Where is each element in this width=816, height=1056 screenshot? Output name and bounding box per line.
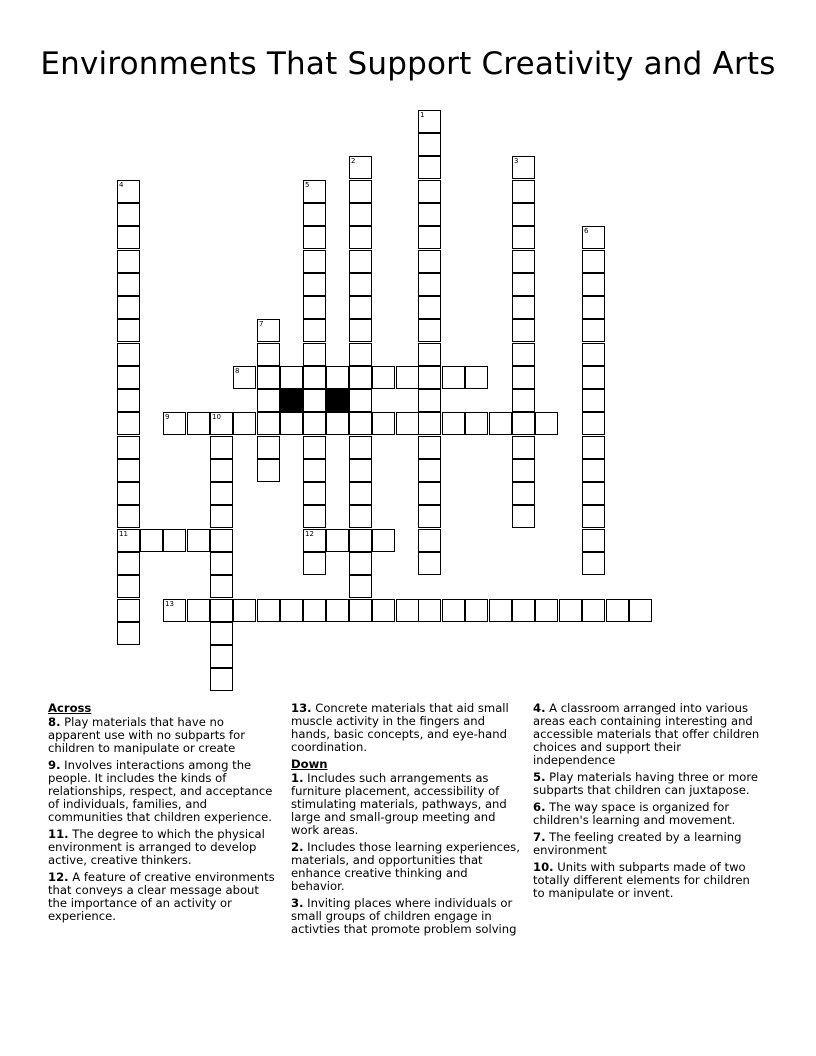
crossword-cell[interactable]	[303, 203, 326, 226]
crossword-cell[interactable]	[233, 366, 256, 389]
crossword-cell[interactable]	[257, 459, 280, 482]
crossword-cell[interactable]	[396, 599, 419, 622]
clue-text: Includes those learning experiences, materials, and opportunities that enhance creative thinking and behavior.	[291, 840, 520, 893]
crossword-cell[interactable]	[326, 412, 349, 435]
crossword-cell[interactable]	[396, 412, 419, 435]
crossword-cell[interactable]	[442, 412, 465, 435]
crossword-cell[interactable]	[163, 412, 186, 435]
crossword-cell[interactable]	[303, 226, 326, 249]
crossword-cell[interactable]	[117, 203, 140, 226]
crossword-cell[interactable]	[418, 203, 441, 226]
clue-text: Play materials having three or more subparts that children can juxtapose.	[533, 770, 759, 797]
clue-number-label: 1	[420, 111, 425, 119]
clue-text: Units with subparts made of two totally different elements for children to manipulate or invent.	[533, 860, 750, 900]
crossword-cell[interactable]	[465, 366, 488, 389]
crossword-cell[interactable]	[349, 250, 372, 273]
crossword-cell[interactable]	[117, 366, 140, 389]
clue-down-3	[291, 897, 523, 936]
crossword-cell[interactable]	[257, 343, 280, 366]
crossword-cell[interactable]	[418, 436, 441, 459]
crossword-cell[interactable]	[303, 459, 326, 482]
clue-number: 13.	[291, 701, 312, 715]
clues-column-3	[533, 702, 765, 904]
crossword-cell[interactable]	[257, 412, 280, 435]
crossword-cell[interactable]	[512, 366, 535, 389]
crossword-cell[interactable]	[418, 180, 441, 203]
crossword-cell[interactable]	[349, 459, 372, 482]
crossword-cell[interactable]	[303, 366, 326, 389]
crossword-cell[interactable]	[582, 412, 605, 435]
across-heading: Across	[48, 701, 92, 715]
crossword-cell[interactable]	[512, 180, 535, 203]
crossword-cell[interactable]	[326, 599, 349, 622]
clue-number: 11.	[48, 827, 69, 841]
crossword-cell[interactable]	[210, 412, 233, 435]
crossword-cell[interactable]	[582, 273, 605, 296]
crossword-cell[interactable]	[257, 319, 280, 342]
crossword-cell[interactable]	[349, 436, 372, 459]
crossword-cell[interactable]	[349, 552, 372, 575]
crossword-cell[interactable]	[117, 250, 140, 273]
crossword-cell[interactable]	[372, 366, 395, 389]
crossword-cell[interactable]	[582, 366, 605, 389]
crossword-cell[interactable]	[257, 366, 280, 389]
crossword-cell[interactable]	[117, 273, 140, 296]
clue-across-8	[48, 716, 280, 755]
crossword-cell[interactable]	[303, 319, 326, 342]
clue-across-11	[48, 828, 280, 867]
crossword-cell[interactable]	[303, 343, 326, 366]
crossword-cell[interactable]	[303, 273, 326, 296]
crossword-cell[interactable]	[582, 599, 605, 622]
clue-number-label: 8	[235, 367, 240, 375]
crossword-cell[interactable]	[187, 412, 210, 435]
crossword-cell[interactable]	[233, 599, 256, 622]
crossword-cell[interactable]	[418, 389, 441, 412]
clue-number: 4.	[533, 701, 546, 715]
crossword-cell[interactable]	[559, 599, 582, 622]
crossword-cell[interactable]	[187, 599, 210, 622]
clue-number: 10.	[533, 860, 554, 874]
crossword-cell[interactable]	[187, 529, 210, 552]
crossword-cell[interactable]	[465, 599, 488, 622]
clue-across-9	[48, 759, 280, 824]
crossword-cell[interactable]	[210, 622, 233, 645]
crossword-cell[interactable]	[489, 599, 512, 622]
crossword-cell[interactable]	[349, 482, 372, 505]
crossword-cell[interactable]	[117, 436, 140, 459]
clue-down-5	[533, 771, 765, 797]
crossword-cell[interactable]	[117, 599, 140, 622]
crossword-cell[interactable]	[233, 412, 256, 435]
crossword-cell[interactable]	[372, 599, 395, 622]
clue-number-label: 3	[514, 157, 519, 165]
clue-down-6	[533, 801, 765, 827]
crossword-cell[interactable]	[349, 575, 372, 598]
crossword-cell[interactable]	[349, 203, 372, 226]
crossword-cell[interactable]	[629, 599, 652, 622]
crossword-cell[interactable]	[512, 203, 535, 226]
crossword-cell[interactable]	[140, 529, 163, 552]
crossword-cell[interactable]	[582, 389, 605, 412]
clue-number-label: 7	[259, 320, 264, 328]
crossword-cell[interactable]	[117, 226, 140, 249]
crossword-cell[interactable]	[210, 552, 233, 575]
crossword-cell[interactable]	[418, 296, 441, 319]
crossword-cell[interactable]	[512, 412, 535, 435]
clue-number: 2.	[291, 840, 304, 854]
clue-number-label: 6	[584, 227, 589, 235]
clue-down-10	[533, 861, 765, 900]
crossword-cell[interactable]	[512, 436, 535, 459]
crossword-cell[interactable]	[465, 412, 488, 435]
clue-number: 9.	[48, 758, 61, 772]
crossword-cell[interactable]	[418, 273, 441, 296]
clue-number-label: 10	[212, 413, 221, 421]
crossword-cell[interactable]	[582, 482, 605, 505]
crossword-cell[interactable]	[489, 412, 512, 435]
crossword-cell[interactable]	[117, 575, 140, 598]
crossword-cell[interactable]	[117, 552, 140, 575]
clue-down-7	[533, 831, 765, 857]
crossword-cell[interactable]	[418, 412, 441, 435]
clue-number-label: 12	[305, 530, 314, 538]
clue-number: 3.	[291, 896, 304, 910]
crossword-cell[interactable]	[326, 366, 349, 389]
crossword-cell[interactable]	[512, 389, 535, 412]
crossword-cell[interactable]	[210, 668, 233, 691]
clues-column-2	[291, 702, 523, 940]
crossword-cell[interactable]	[210, 529, 233, 552]
clue-text: Inviting places where individuals or small groups of children engage in activties that promote problem solving	[291, 896, 517, 936]
crossword-cell[interactable]	[349, 319, 372, 342]
crossword-cell[interactable]	[582, 436, 605, 459]
crossword-cell[interactable]	[442, 366, 465, 389]
crossword-cell[interactable]	[418, 505, 441, 528]
crossword-cell[interactable]	[582, 552, 605, 575]
crossword-cell[interactable]	[512, 250, 535, 273]
crossword-cell[interactable]	[349, 366, 372, 389]
crossword-cell[interactable]	[418, 366, 441, 389]
crossword-cell[interactable]	[117, 529, 140, 552]
clue-text: The feeling created by a learning environment	[533, 830, 742, 857]
crossword-cell[interactable]	[418, 226, 441, 249]
crossword-cell[interactable]	[117, 180, 140, 203]
crossword-cell[interactable]	[349, 599, 372, 622]
crossword-cell[interactable]	[117, 319, 140, 342]
clue-number-label: 4	[119, 181, 124, 189]
crossword-cell[interactable]	[349, 343, 372, 366]
crossword-cell[interactable]	[582, 529, 605, 552]
crossword-cell[interactable]	[117, 482, 140, 505]
crossword-cell[interactable]	[418, 250, 441, 273]
crossword-cell[interactable]	[303, 180, 326, 203]
crossword-cell[interactable]	[303, 412, 326, 435]
clue-text: Play materials that have no apparent use with no subparts for children to manipulate or create	[48, 715, 245, 755]
crossword-cell[interactable]	[418, 459, 441, 482]
crossword-cell[interactable]	[418, 482, 441, 505]
crossword-cell[interactable]	[117, 412, 140, 435]
crossword-cell[interactable]	[582, 505, 605, 528]
crossword-cell[interactable]	[210, 599, 233, 622]
clue-across-12	[48, 871, 280, 923]
clue-number: 1.	[291, 771, 304, 785]
crossword-cell[interactable]	[349, 180, 372, 203]
clue-text: The way space is organized for children's learning and movement.	[533, 800, 736, 827]
clue-number-label: 5	[305, 181, 310, 189]
crossword-cell[interactable]	[303, 599, 326, 622]
clue-number-label: 11	[119, 530, 128, 538]
crossword-cell[interactable]	[582, 250, 605, 273]
crossword-cell[interactable]	[210, 575, 233, 598]
clue-number-label: 13	[165, 600, 174, 608]
clue-text: Involves interactions among the people. It includes the kinds of relationships, respect, and acceptance of individuals, families, and communities that children experience.	[48, 758, 273, 824]
crossword-cell[interactable]	[280, 599, 303, 622]
crossword-cell[interactable]	[582, 226, 605, 249]
crossword-cell[interactable]	[512, 226, 535, 249]
crossword-cell[interactable]	[512, 156, 535, 179]
crossword-cell[interactable]	[117, 343, 140, 366]
clue-number: 12.	[48, 870, 69, 884]
crossword-cell[interactable]	[117, 389, 140, 412]
crossword-cell[interactable]	[535, 412, 558, 435]
crossword-cell[interactable]	[210, 436, 233, 459]
crossword-cell[interactable]	[326, 529, 349, 552]
crossword-cell[interactable]	[418, 529, 441, 552]
clue-text: A feature of creative environments that conveys a clear message about the importance of an activity or experience.	[48, 870, 275, 923]
crossword-cell[interactable]	[349, 505, 372, 528]
clue-down-1	[291, 772, 523, 837]
crossword-cell[interactable]	[117, 296, 140, 319]
crossword-cell[interactable]	[210, 482, 233, 505]
crossword-cell[interactable]	[349, 296, 372, 319]
clue-text: Concrete materials that aid small muscle activity in the fingers and hands, basic concepts, and eye-hand coordination.	[291, 701, 509, 754]
crossword-cell[interactable]	[535, 599, 558, 622]
crossword-cell[interactable]	[512, 296, 535, 319]
clue-down-2	[291, 841, 523, 893]
crossword-cell[interactable]	[349, 412, 372, 435]
crossword-cell[interactable]	[396, 366, 419, 389]
crossword-cell[interactable]	[349, 273, 372, 296]
crossword-cell[interactable]	[512, 599, 535, 622]
crossword-black-cell	[280, 389, 303, 412]
crossword-cell[interactable]	[418, 343, 441, 366]
down-heading: Down	[291, 757, 328, 771]
crossword-cell[interactable]	[280, 366, 303, 389]
crossword-cell[interactable]	[257, 599, 280, 622]
crossword-cell[interactable]	[303, 250, 326, 273]
crossword-cell[interactable]	[606, 599, 629, 622]
crossword-cell[interactable]	[210, 459, 233, 482]
crossword-cell[interactable]	[117, 505, 140, 528]
crossword-cell[interactable]	[512, 505, 535, 528]
crossword-cell[interactable]	[163, 599, 186, 622]
clue-number: 6.	[533, 800, 546, 814]
clue-across-13	[291, 702, 523, 754]
crossword-cell[interactable]	[418, 552, 441, 575]
crossword-cell[interactable]	[257, 389, 280, 412]
crossword-cell[interactable]	[349, 529, 372, 552]
clues-column-1	[48, 702, 280, 927]
clue-number-label: 2	[351, 157, 356, 165]
crossword-black-cell	[326, 389, 349, 412]
crossword-cell[interactable]	[372, 412, 395, 435]
crossword-cell[interactable]	[303, 529, 326, 552]
crossword-cell[interactable]	[117, 622, 140, 645]
crossword-cell[interactable]	[349, 156, 372, 179]
crossword-cell[interactable]	[582, 296, 605, 319]
crossword-cell[interactable]	[582, 319, 605, 342]
crossword-cell[interactable]	[512, 319, 535, 342]
crossword-cell[interactable]	[303, 389, 326, 412]
crossword-cell[interactable]	[418, 319, 441, 342]
crossword-cell[interactable]	[372, 529, 395, 552]
crossword-cell[interactable]	[418, 133, 441, 156]
crossword-cell[interactable]	[117, 459, 140, 482]
crossword-cell[interactable]	[512, 459, 535, 482]
crossword-cell[interactable]	[163, 529, 186, 552]
crossword-cell[interactable]	[210, 645, 233, 668]
crossword-cell[interactable]	[418, 110, 441, 133]
clue-number-label: 9	[165, 413, 170, 421]
crossword-cell[interactable]	[303, 505, 326, 528]
crossword-cell[interactable]	[210, 505, 233, 528]
crossword-cell[interactable]	[582, 343, 605, 366]
crossword-cell[interactable]	[512, 273, 535, 296]
crossword-cell[interactable]	[303, 482, 326, 505]
page-title: Environments That Support Creativity and Arts	[40, 46, 776, 82]
crossword-cell[interactable]	[512, 343, 535, 366]
clue-text: Includes such arrangements as furniture placement, accessibility of stimulating materials, pathways, and large and small-group meeting and work areas.	[291, 771, 507, 837]
crossword-cell[interactable]	[512, 482, 535, 505]
clue-number: 7.	[533, 830, 546, 844]
crossword-cell[interactable]	[418, 156, 441, 179]
clue-down-4	[533, 702, 765, 767]
clue-number: 8.	[48, 715, 61, 729]
clue-text: The degree to which the physical environment is arranged to develop active, creative thinkers.	[48, 827, 265, 867]
crossword-cell[interactable]	[582, 459, 605, 482]
clue-text: A classroom arranged into various areas each containing interesting and accessible materials that offer children choices and support their independence	[533, 701, 760, 767]
crossword-cell[interactable]	[280, 412, 303, 435]
crossword-cell[interactable]	[349, 389, 372, 412]
crossword-cell[interactable]	[442, 599, 465, 622]
clue-number: 5.	[533, 770, 546, 784]
crossword-cell[interactable]	[303, 552, 326, 575]
crossword-cell[interactable]	[418, 599, 441, 622]
crossword-cell[interactable]	[303, 436, 326, 459]
crossword-cell[interactable]	[349, 226, 372, 249]
crossword-cell[interactable]	[257, 436, 280, 459]
crossword-cell[interactable]	[303, 296, 326, 319]
